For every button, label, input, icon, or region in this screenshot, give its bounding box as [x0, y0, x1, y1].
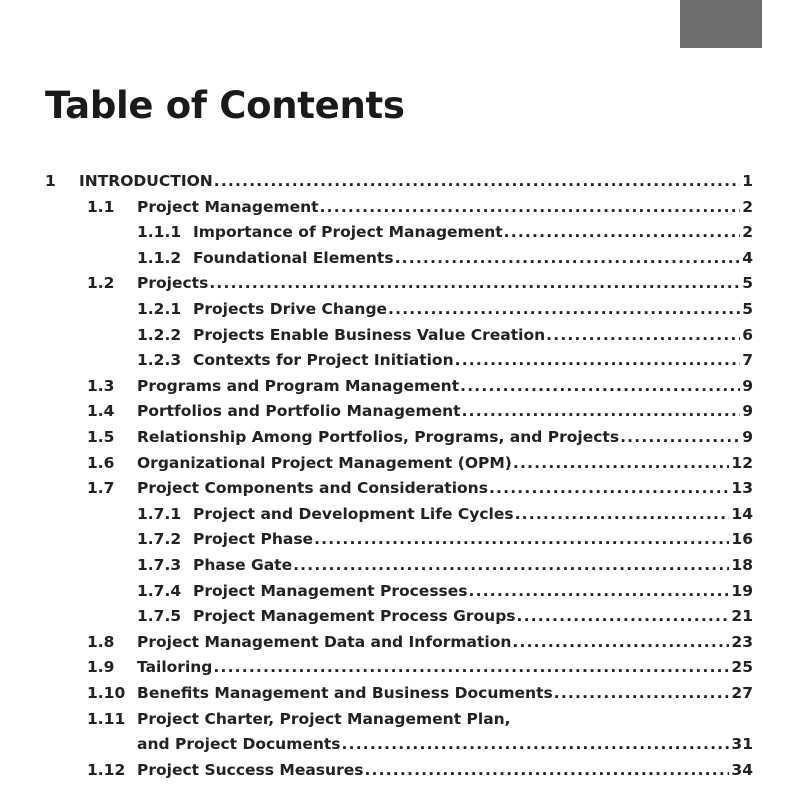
toc-leader-dots: [489, 475, 729, 501]
toc-entry-page: 27: [731, 684, 753, 702]
toc-entry-page: 16: [731, 530, 753, 549]
toc-entry-title: Project Components and Considerations: [137, 479, 488, 498]
toc-entry-number: 1: [45, 172, 56, 190]
toc-entry-number: 1.2.3: [137, 351, 182, 370]
toc-entry: [87, 270, 753, 296]
toc-entry-page: 9: [742, 376, 753, 395]
toc-entry-page: 9: [742, 428, 753, 446]
toc-leader-dots: [515, 501, 730, 527]
toc-entry: [137, 322, 753, 348]
toc-entry-number: 1.5: [87, 428, 115, 446]
toc-entry-title: Organizational Project Management (OPM): [137, 453, 512, 472]
toc-entry-title: Project Management Process Groups: [193, 607, 516, 626]
toc-leader-dots: [620, 424, 740, 450]
toc-leader-dots: [455, 347, 741, 373]
toc-entry: [137, 526, 753, 552]
toc-entry-title: Project Success Measures: [137, 760, 364, 779]
toc-leader-dots: [214, 168, 740, 194]
toc-leader-dots: [512, 629, 729, 655]
toc-entry: [137, 245, 753, 271]
toc-entry: [87, 706, 511, 732]
toc-entry-title: Contexts for Project Initiation: [193, 351, 454, 370]
toc-entry-page: 5: [742, 274, 753, 293]
toc-entry-number: 1.6: [87, 453, 115, 472]
toc-entry-number: 1.7.4: [137, 581, 182, 600]
toc-entry-number: 1.7.2: [137, 530, 182, 549]
toc-entry-page: 7: [742, 351, 753, 370]
toc-entry-number: 1.10: [87, 684, 126, 702]
toc-entry-number: 1.7.3: [137, 556, 182, 574]
toc-entry-title: Project Phase: [193, 530, 314, 549]
toc-entry: [87, 398, 753, 424]
toc-entry: [87, 373, 753, 399]
toc-leader-dots: [469, 578, 730, 604]
toc-entry-page: 25: [731, 658, 753, 677]
toc-entry: [87, 194, 753, 220]
toc-entry-title: Programs and Program Management: [137, 376, 460, 395]
toc-entry-page: 31: [731, 735, 753, 754]
toc-entry-page: 13: [731, 479, 753, 498]
toc-entry-page: 4: [742, 248, 753, 267]
toc-entry-page: 18: [731, 556, 753, 574]
toc-leader-dots: [554, 680, 730, 706]
toc-entry: [137, 296, 753, 322]
toc-entry-title: Foundational Elements: [193, 248, 394, 267]
toc-entry-title: Projects Enable Business Value Creation: [193, 325, 546, 344]
toc-entry-page: 2: [742, 223, 753, 242]
toc-entry-number: 1.1: [87, 197, 115, 216]
toc-entry-page: 34: [731, 760, 753, 779]
toc-entry-title: Project Charter, Project Management Plan,: [137, 709, 511, 728]
toc-entry-title: Phase Gate: [193, 556, 293, 574]
toc-leader-dots: [395, 245, 741, 271]
toc-entry: [137, 219, 753, 245]
toc-entry-number: 1.8: [87, 632, 115, 651]
toc-leader-dots: [320, 194, 741, 220]
toc-entry: [137, 578, 753, 604]
toc-entry: [137, 552, 753, 578]
toc-leader-dots: [364, 757, 729, 783]
toc-entry-page: 2: [742, 197, 753, 216]
toc-entry-number: 1.7: [87, 479, 115, 498]
page-title: Table of Contents: [45, 84, 405, 127]
toc-entry-number: 1.4: [87, 402, 115, 421]
toc-leader-dots: [513, 450, 730, 476]
toc-entry-title: Project and Development Life Cycles: [193, 504, 514, 523]
toc-entry-title: Project Management Processes: [193, 581, 468, 600]
toc-entry-number: 1.12: [87, 760, 126, 779]
toc-entry-title: Importance of Project Management: [193, 223, 503, 242]
toc-leader-dots: [209, 270, 740, 296]
toc-entry-number: 1.7.1: [137, 504, 182, 523]
toc-entry-page: 9: [742, 402, 753, 421]
toc-entry: [137, 501, 753, 527]
toc-entry: [87, 629, 753, 655]
toc-entry-page: 21: [731, 607, 753, 626]
corner-tab-marker: [680, 0, 762, 48]
toc-entry-page: 14: [731, 504, 753, 523]
toc-entry: [87, 450, 753, 476]
toc-entry-number: 1.1.1: [137, 223, 182, 242]
toc-entry-page: 19: [731, 581, 753, 600]
toc-entry-number: 1.2: [87, 274, 115, 293]
toc-entry-title: Projects Drive Change: [193, 300, 388, 318]
toc-leader-dots: [213, 654, 729, 680]
toc-leader-dots: [342, 731, 730, 757]
toc-entry-number: 1.11: [87, 709, 126, 728]
toc-entry-title-continuation: and Project Documents: [137, 735, 341, 754]
toc-entry: [137, 603, 753, 629]
toc-entry-page: 23: [731, 632, 753, 651]
toc-entry: [87, 424, 753, 450]
toc-entry-page: 6: [742, 325, 753, 344]
toc-entry-title: Project Management: [137, 197, 319, 216]
toc-entry: [45, 168, 753, 194]
toc-leader-dots: [517, 603, 730, 629]
toc-entry-page: 1: [742, 172, 753, 190]
toc-entry-title: Benefits Management and Business Documents: [137, 684, 553, 702]
toc-entry-page: 5: [742, 300, 753, 318]
toc-entry-title: INTRODUCTION: [79, 172, 213, 190]
toc-entry-number: 1.3: [87, 376, 115, 395]
toc-entry-number: 1.1.2: [137, 248, 182, 267]
toc-entry-title: Portfolios and Portfolio Management: [137, 402, 461, 421]
toc-leader-dots: [388, 296, 740, 322]
toc-entry-title: Tailoring: [137, 658, 213, 677]
toc-leader-dots: [314, 526, 729, 552]
toc-leader-dots: [462, 398, 741, 424]
toc-entry-page: 12: [731, 453, 753, 472]
toc-entry-number: 1.7.5: [137, 607, 182, 626]
toc-entry-number: 1.9: [87, 658, 115, 677]
toc-leader-dots: [546, 322, 740, 348]
toc-entry-title: Project Management Data and Information: [137, 632, 512, 651]
toc-leader-dots: [293, 552, 729, 578]
toc-entry-continuation-row: [137, 731, 753, 757]
toc-entry: [87, 654, 753, 680]
toc-leader-dots: [460, 373, 740, 399]
toc-entry-title: Relationship Among Portfolios, Programs, and Projects: [137, 428, 620, 446]
toc-entry-number: 1.2.1: [137, 300, 182, 318]
toc-entry-number: 1.2.2: [137, 325, 182, 344]
toc-entry: [137, 347, 753, 373]
toc-entry-title: Projects: [137, 274, 209, 293]
toc-entry: [87, 757, 753, 783]
toc-entry: [87, 680, 753, 706]
toc-entry: [87, 475, 753, 501]
toc-leader-dots: [504, 219, 741, 245]
